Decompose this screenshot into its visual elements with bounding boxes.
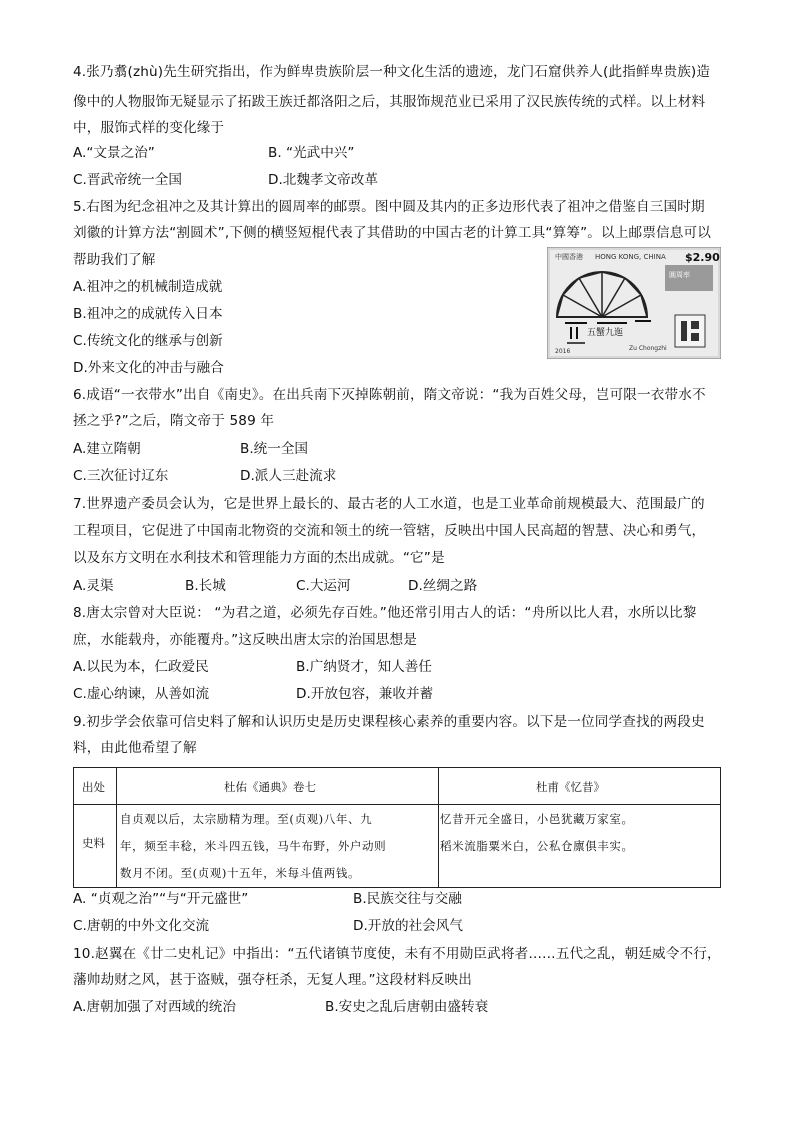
- q6-option-d[interactable]: D.派人三赴流求: [240, 468, 337, 484]
- q8-option-c[interactable]: C.虚心纳谏，从善如流: [73, 686, 210, 702]
- table-col2-line-1: 忆昔开元全盛日，小邑犹藏万家室。: [440, 812, 634, 826]
- q4-stem-line-1: 4.张乃翥(zhù)先生研究指出，作为鲜卑贵族阶层一种文化生活的遗迹，龙门石窟供养人(此指鲜卑贵族)造: [73, 64, 711, 80]
- stamp-caption: 五蟹九迤: [587, 328, 624, 338]
- table-col1-line-3: 数月不闭。至(贞观)十五年，米每斗值两钱。: [120, 866, 361, 880]
- q5-option-c[interactable]: C.传统文化的继承与创新: [73, 333, 223, 349]
- q5-option-a[interactable]: A.祖冲之的机械制造成就: [73, 279, 223, 295]
- q6-option-a[interactable]: A.建立隋朝: [73, 441, 141, 457]
- table-header-source: 出处: [82, 780, 105, 794]
- q6-stem-line-1: 6.成语“一衣带水”出自《南史》。在出兵南下灭掉陈朝前，隋文帝说：“我为百姓父母，岂可限一衣带水不: [73, 387, 706, 403]
- q8-option-a[interactable]: A.以民为本，仁政爱民: [73, 659, 209, 675]
- q9-stem-line-2: 料，由此他希望了解: [73, 740, 197, 756]
- q5-stem-line-3: 帮助我们了解: [73, 252, 156, 268]
- q5-option-b[interactable]: B.祖冲之的成就传入日本: [73, 306, 223, 322]
- stamp-value-label: 圓周率: [669, 271, 690, 279]
- q10-stem-line-2: 藩帅劫财之风，甚于盗贼，强夺枉杀，无复人理。”这段材料反映出: [73, 972, 472, 988]
- table-col2-line-2: 稻米流脂粟米白，公私仓廪俱丰实。: [440, 839, 634, 853]
- q7-stem-line-3: 以及东方文明在水利技术和管理能力方面的杰出成就。“它”是: [73, 550, 445, 566]
- q9-option-a[interactable]: A. “贞观之治”“与“开元盛世”: [73, 891, 249, 907]
- table-header-col1: 杜佑《通典》卷七: [224, 780, 316, 794]
- q4-option-b[interactable]: B. “光武中兴”: [268, 145, 355, 161]
- q9-option-b[interactable]: B.民族交往与交融: [353, 891, 462, 907]
- table-row-label: 史料: [82, 836, 105, 850]
- table-header-col2: 杜甫《忆昔》: [536, 780, 605, 794]
- stamp-region: HONG KONG, CHINA: [595, 253, 666, 261]
- q7-option-b[interactable]: B.长城: [185, 578, 226, 594]
- q10-stem-line-1: 10.赵翼在《廿二史札记》中指出：“五代诸镇节度使，未有不用勋臣武将者……五代之乱，朝廷威令不行，: [73, 946, 721, 962]
- q5-stem-line-1: 5.右图为纪念祖冲之及其计算出的圆周率的邮票。图中圆及其内的正多边形代表了祖冲之借鉴自三国时期: [73, 199, 705, 215]
- zu-chongzhi-stamp-image: [547, 247, 721, 359]
- sources-table: [73, 767, 721, 888]
- q7-stem-line-1: 7.世界遗产委员会认为，它是世界上最长的、最古老的人工水道，也是工业革命前规模最大、范围最广的: [73, 496, 705, 512]
- q5-option-d[interactable]: D.外来文化的冲击与融合: [73, 360, 224, 376]
- q7-stem-line-2: 工程项目，它促进了中国南北物资的交流和领土的统一管辖，反映出中国人民高超的智慧、决心和勇气，: [73, 523, 706, 539]
- q8-option-b[interactable]: B.广纳贤才，知人善任: [296, 659, 432, 675]
- q8-option-d[interactable]: D.开放包容，兼收并蓄: [296, 686, 434, 702]
- q4-option-d[interactable]: D.北魏孝文帝改革: [268, 172, 378, 188]
- q9-stem-line-1: 9.初步学会依靠可信史料了解和认识历史是历史课程核心素养的重要内容。以下是一位同学查找的两段史: [73, 714, 705, 730]
- q6-option-b[interactable]: B.统一全国: [240, 441, 309, 457]
- q6-option-c[interactable]: C.三次征讨辽东: [73, 468, 169, 484]
- q4-stem-line-3: 中，服饰式样的变化缘于: [73, 120, 225, 136]
- stamp-year: 2016: [555, 348, 571, 355]
- q6-stem-line-2: 拯之乎?”之后，隋文帝于 589 年: [73, 413, 275, 429]
- q8-stem-line-1: 8.唐太宗曾对大臣说： “为君之道，必须先存百姓。”他还常引用古人的话：“舟所以比人君，水所以比黎: [73, 605, 697, 621]
- q10-option-a[interactable]: A.唐朝加强了对西域的统治: [73, 999, 236, 1015]
- q10-option-b[interactable]: B.安史之乱后唐朝由盛转衰: [325, 999, 489, 1015]
- q4-option-a[interactable]: A.“文景之治”: [73, 145, 155, 161]
- q7-option-a[interactable]: A.灵渠: [73, 578, 114, 594]
- q7-option-d[interactable]: D.丝绸之路: [408, 578, 478, 594]
- q4-stem-line-2: 像中的人物服饰无疑显示了拓跋王族迁都洛阳之后，其服饰规范业已采用了汉民族传统的式样。以上材料: [73, 94, 706, 110]
- q9-option-c[interactable]: C.唐朝的中外文化交流: [73, 918, 210, 934]
- q9-option-d[interactable]: D.开放的社会风气: [353, 918, 463, 934]
- table-col1-line-1: 自贞观以后，太宗励精为理。至(贞观)八年、九: [120, 812, 373, 826]
- q5-stem-line-2: 刘徽的计算方法“割圆术”,下侧的横竖短棍代表了其借助的中国古老的计算工具“算筹”。以上邮票信息可以: [73, 225, 711, 241]
- q7-option-c[interactable]: C.大运河: [296, 578, 351, 594]
- q8-stem-line-2: 庶，水能载舟，亦能覆舟。”这反映出唐太宗的治国思想是: [73, 632, 417, 648]
- q4-option-c[interactable]: C.晋武帝统一全国: [73, 172, 182, 188]
- table-col1-line-2: 年，频至丰稔，米斗四五钱，马牛布野，外户动则: [120, 839, 387, 853]
- stamp-country: 中國香港: [555, 253, 583, 261]
- stamp-name-en: Zu Chongzhi: [629, 345, 667, 352]
- stamp-value: $2.90: [685, 251, 720, 264]
